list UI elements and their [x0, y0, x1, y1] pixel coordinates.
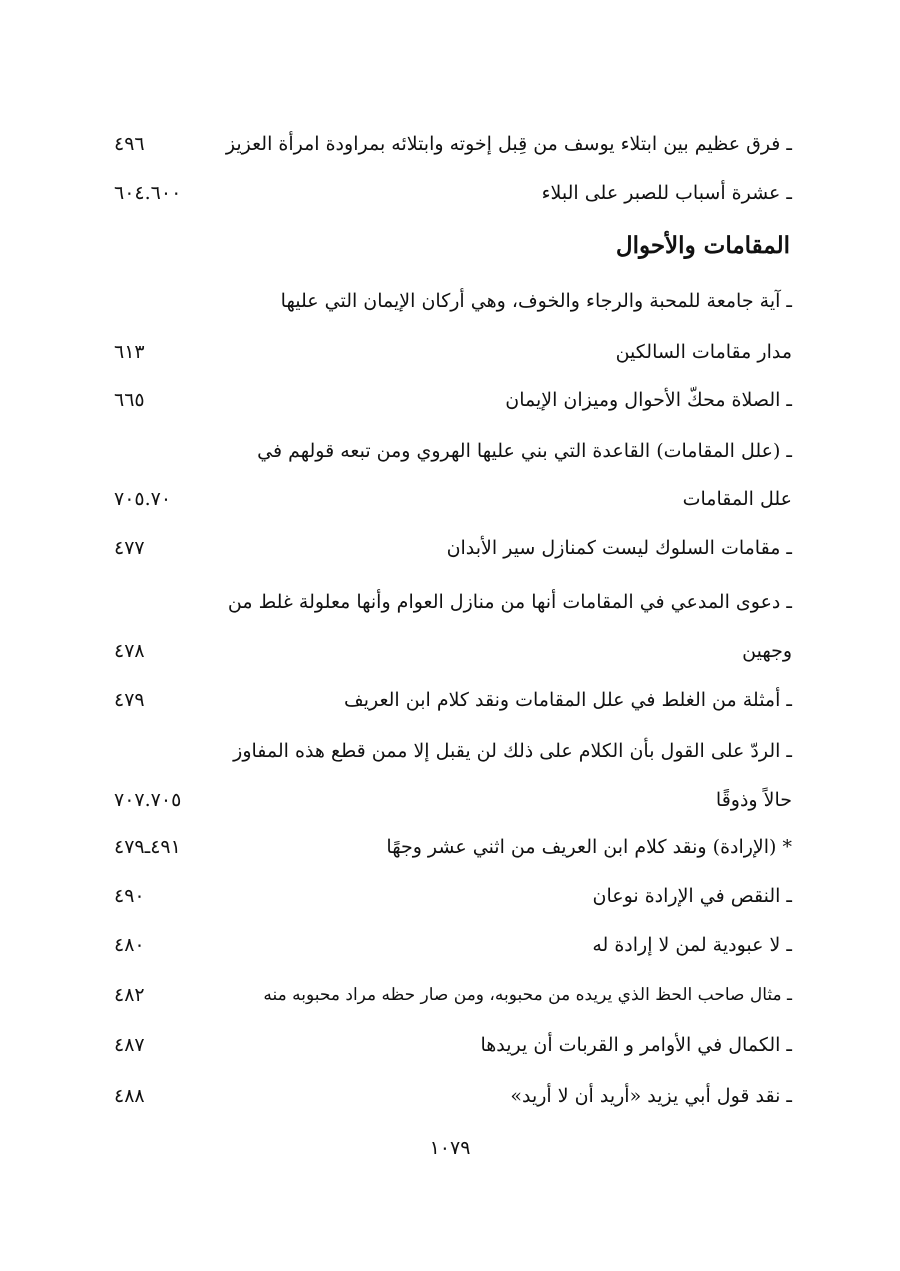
entry-text: ـ (علل المقامات) القاعدة التي بني عليها الهروي ومن تبعه قولهم في: [257, 440, 792, 462]
entry-page-ref: ٤٨٧: [114, 1034, 145, 1056]
entry-page-ref: ٤٨٢: [114, 984, 145, 1006]
index-entry: [0, 780, 900, 820]
entry-page-ref: ٤٧٧: [114, 537, 145, 559]
entry-text: ـ الردّ على القول بأن الكلام على ذلك لن يقبل إلا ممن قطع هذه المفاوز: [233, 740, 792, 762]
index-entry: [0, 1076, 900, 1116]
entry-page-ref: ٦٦٥: [114, 389, 145, 411]
entry-page-ref: ٤٩٦: [114, 133, 145, 155]
section-heading: [0, 226, 900, 266]
index-entry: [0, 332, 900, 372]
entry-text: ـ آية جامعة للمحبة والرجاء والخوف، وهي أركان الإيمان التي عليها: [280, 290, 792, 312]
entry-text: ـ أمثلة من الغلط في علل المقامات ونقد كلام ابن العريف: [344, 689, 792, 711]
page-number: ١٠٧٩: [429, 1137, 471, 1159]
entry-page-ref: ٤٨٠: [114, 934, 145, 956]
index-entry: [0, 173, 900, 213]
index-entry: [0, 431, 900, 471]
entry-text: وجهين: [742, 640, 792, 662]
entry-page-ref: ٤٩٠: [114, 885, 145, 907]
entry-page-ref: ٤٩١ـ٤٧٩: [114, 836, 181, 858]
index-entry: [0, 876, 900, 916]
index-entry: [0, 528, 900, 568]
index-entry: [0, 827, 900, 867]
index-entry: [0, 582, 900, 622]
entry-text: ـ النقص في الإرادة نوعان: [592, 885, 792, 907]
entry-page-ref: ٤٧٨: [114, 640, 145, 662]
entry-text: * (الإرادة) ونقد كلام ابن العريف من اثني عشر وجهًا: [386, 836, 792, 858]
index-entry: [0, 1025, 900, 1065]
entry-text: ـ مقامات السلوك ليست كمنازل سير الأبدان: [446, 537, 792, 559]
entry-text: علل المقامات: [682, 488, 792, 510]
entry-page-ref: ٦٠٤.٦٠٠: [114, 182, 182, 204]
entry-text: ـ الكمال في الأوامر و القربات أن يريدها: [480, 1034, 792, 1056]
entry-text: ـ فرق عظيم بين ابتلاء يوسف من قِبل إخوته وابتلائه بمراودة امرأة العزيز: [225, 133, 792, 155]
index-entry: [0, 731, 900, 771]
entry-text: ـ لا عبودية لمن لا إرادة له: [592, 934, 792, 956]
entry-page-ref: ٧٠٥.٧٠: [114, 488, 172, 510]
entry-text: ـ الصلاة محكّ الأحوال وميزان الإيمان: [505, 389, 792, 411]
entry-text: حالاً وذوقًا: [715, 789, 792, 811]
entry-page-ref: ٤٨٨: [114, 1085, 145, 1107]
index-entry: [0, 380, 900, 420]
index-entry: [0, 479, 900, 519]
entry-text: ـ دعوى المدعي في المقامات أنها من منازل العوام وأنها معلولة غلط من: [227, 591, 792, 613]
entry-text: ـ نقد قول أبي يزيد «أريد أن لا أريد»: [510, 1085, 792, 1107]
entry-page-ref: ٧٠٧.٧٠٥: [114, 789, 182, 811]
index-entry: [0, 680, 900, 720]
index-entry: [0, 631, 900, 671]
section-heading-text: المقامات والأحوال: [615, 232, 790, 259]
index-entry: [0, 975, 900, 1015]
entry-text: مدار مقامات السالكين: [615, 341, 792, 363]
entry-text: ـ مثال صاحب الحظ الذي يريده من محبوبه، ومن صار حظه مراد محبوبه منه: [263, 985, 792, 1005]
entry-page-ref: ٤٧٩: [114, 689, 145, 711]
index-entry: [0, 925, 900, 965]
entry-text: ـ عشرة أسباب للصبر على البلاء: [541, 182, 792, 204]
entry-page-ref: ٦١٣: [114, 341, 145, 363]
index-entry: [0, 281, 900, 321]
index-entry: [0, 124, 900, 164]
